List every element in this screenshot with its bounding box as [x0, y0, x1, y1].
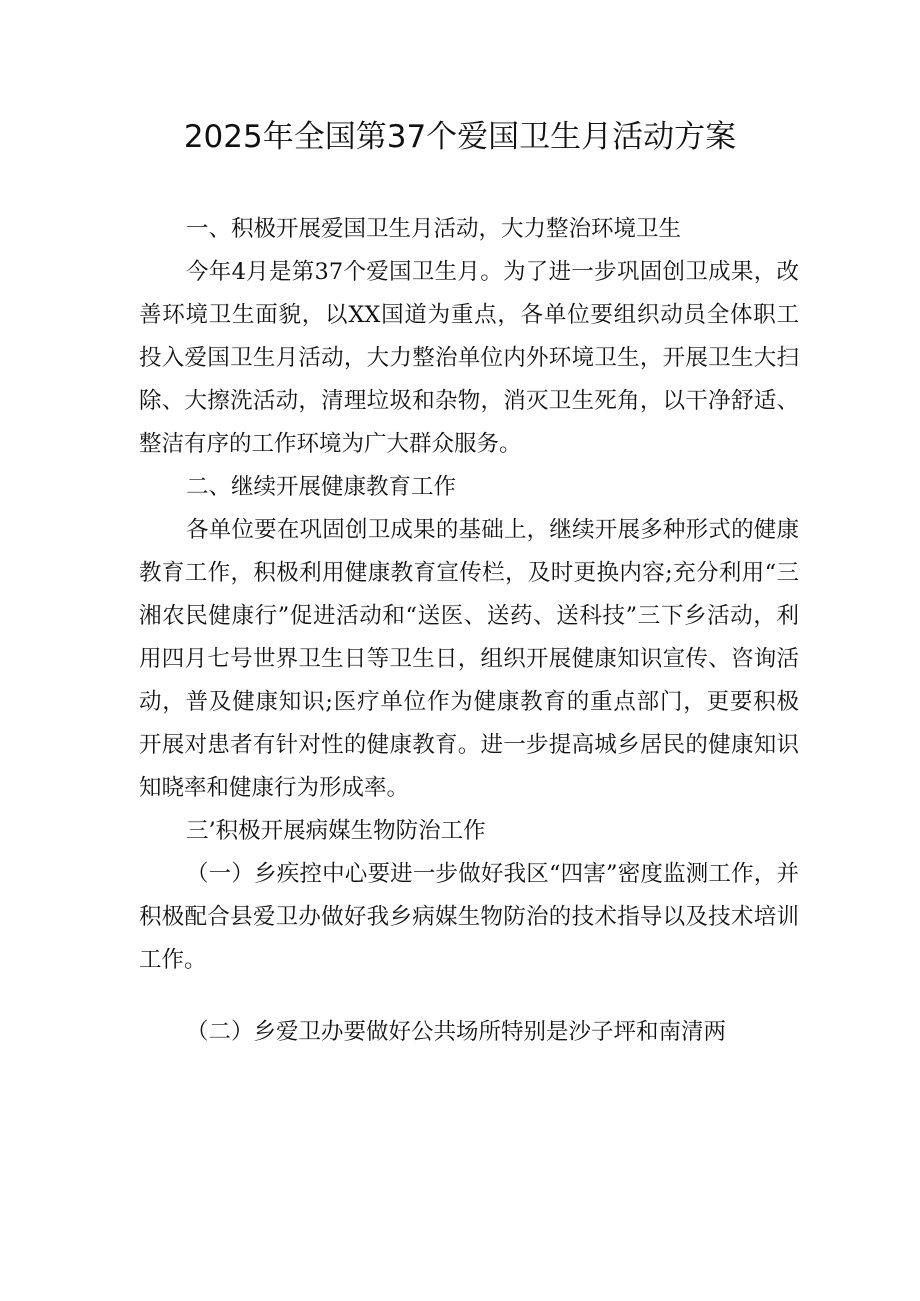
document-body [139, 208, 799, 1054]
section-heading-3: 三’积极开展病媒生物防治工作 [186, 818, 486, 844]
section-heading-2: 二、继续开展健康教育工作 [186, 474, 457, 500]
paragraph-2: 各单位要在巩固创卫成果的基础上，继续开展多种形式的健康教育工作，积极利用健康教育宣传栏，及时更换内容;充分利用“三湘农民健康行”促进活动和“送医、送药、送科技”三下乡活动，利用四月七号世界卫生日等卫生日，组织开展健康知识宣传、咨询活动，普及健康知识;医疗单位作为健康教育的重点部门，更要积极开展对患者有针对性的健康教育。进一步提高城乡居民的健康知识知晓率和健康行为形成率。 [139, 517, 799, 801]
paragraph-3-item-2: （二）乡爱卫办要做好公共场所特别是沙子坪和南清两 [186, 1019, 727, 1045]
section-heading-1: 一、积极开展爱国卫生月活动，大力整治环境卫生 [186, 216, 682, 242]
paragraph-3-item-1: （一）乡疾控中心要进一步做好我区“四害”密度监测工作，并积极配合县爱卫办做好我乡病媒生物防治的技术指导以及技术培训工作。 [139, 861, 799, 973]
paragraph-1: 今年4月是第37个爱国卫生月。为了进一步巩固创卫成果，改善环境卫生面貌，以XX国道为重点，各单位要组织动员全体职工投入爱国卫生月活动，大力整治单位内外环境卫生，开展卫生大扫除、大擦洗活动，清理垃圾和杂物，消灭卫生死角，以干净舒适、整洁有序的工作环境为广大群众服务。 [139, 259, 799, 457]
document-title: 2025年全国第37个爱国卫生月活动方案 [183, 119, 737, 155]
